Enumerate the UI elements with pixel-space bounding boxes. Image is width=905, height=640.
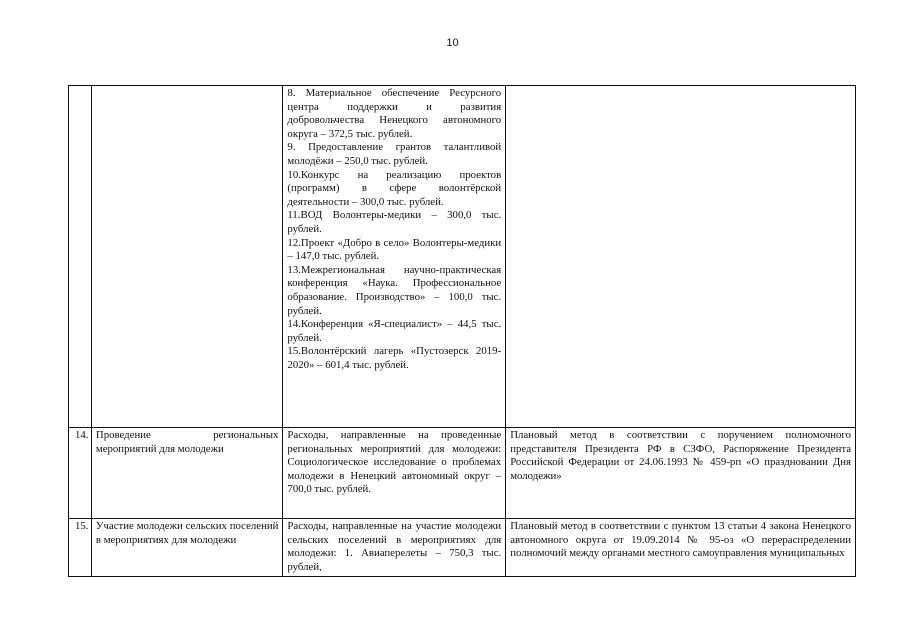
row-number-cell: 14.: [69, 428, 92, 519]
cost-item: 12.Проект «Добро в село» Волонтеры-медики – 147,0 тыс. рублей.: [287, 236, 502, 263]
cost-item: 14.Конференция «Я-специалист» – 44,5 тыс. рублей.: [287, 318, 502, 344]
calculation-method-cell: [506, 86, 856, 428]
page-number: 10: [446, 37, 459, 49]
cost-item: 11.ВОД Волонтеры-медики – 300,0 тыс. рублей.: [287, 209, 502, 235]
activity-name-cell: Участие молодежи сельских поселений в мероприятиях для молодежи: [91, 519, 283, 577]
activity-name-cell: [91, 86, 283, 428]
row-number-cell: [69, 86, 92, 428]
budget-table: [68, 85, 856, 577]
calculation-method-cell: Плановый метод в соответствии с поручением полномочного представителя Президента РФ в СЗФО, Распоряжение Президента Российской Федерации от 24.06.1993 № 459-рп «О праздновании Дня молодежи»: [506, 428, 856, 519]
cost-item: 15.Волонтёрский лагерь «Пустозерск 2019-2020» – 601,4 тыс. рублей.: [287, 345, 502, 371]
cost-description-cell: Расходы, направленные на участие молодежи сельских поселений в мероприятиях для молодежи: 1. Авиаперелеты – 750,3 тыс. рублей,: [283, 519, 506, 577]
table-row: [69, 428, 856, 519]
cost-item: 8. Материальное обеспечение Ресурсного центра поддержки и развития добровольчества Ненецкого автономного округа – 372,5 тыс. рублей.: [287, 87, 502, 140]
cost-item: 9. Предоставление грантов талантливой молодёжи – 250,0 тыс. рублей.: [287, 141, 502, 167]
cost-item: 13.Межрегиональная научно-практическая конференция «Наука. Профессиональное образование. Производство» – 100,0 тыс. рублей.: [287, 263, 502, 317]
table-row: [69, 86, 856, 428]
row-number-cell: 15.: [69, 519, 92, 577]
cost-item: 10.Конкурс на реализацию проектов (программ) в сфере волонтёрской деятельности – 300,0 тыс. рублей.: [287, 168, 502, 208]
cost-description-cell: [283, 86, 506, 428]
activity-name-cell: Проведение региональных мероприятий для молодежи: [91, 428, 283, 519]
cost-description-cell: Расходы, направленные на проведенные региональных мероприятий для молодежи: Социологическое исследование о проблемах молодежи в Ненецкий автономный округ – 700,0 тыс. рублей.: [283, 428, 506, 519]
table-row: [69, 519, 856, 577]
calculation-method-cell: Плановый метод в соответствии с пунктом 13 статьи 4 закона Ненецкого автономного округа от 19.09.2014 № 95-оз «О перераспределении полномочий между органами местного самоуправления муниципальных: [506, 519, 856, 577]
